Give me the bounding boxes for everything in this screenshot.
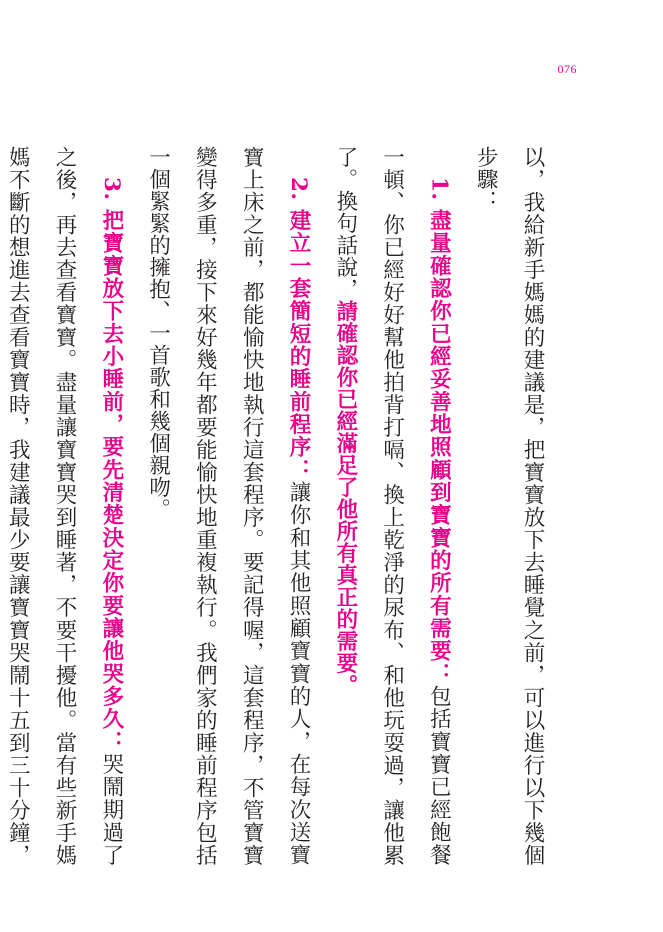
paragraph-intro: [461, 146, 555, 866]
text-run: 哭鬧期過了之後，再去查看寶寶。盡量讓寶寶哭到睡著，不要干擾他。當有些新手媽媽不斷的想進去查看寶寶時，我建議最少要讓寶寶哭鬧十五到三十分鐘，: [5, 146, 124, 867]
paragraph-step-2: [134, 146, 321, 866]
body-text: [0, 146, 555, 866]
step-3-heading: 3. 把寶寶放下去小睡前，要先清楚決定你要讓他哭多久：: [98, 177, 124, 754]
text-run: 包括寶寶已經飽餐一頓、你已經好好幫他拍背打嗝、換上乾淨的尿布、和他玩耍過，讓他累了。換句話說，: [332, 146, 452, 866]
paragraph-step-3: [0, 146, 134, 866]
page-number: 076: [557, 62, 577, 76]
paragraph-step-1: [321, 146, 461, 866]
step-2-heading: 2. 建立一套簡短的睡前程序：: [286, 177, 312, 482]
text-run: 讓你和其他照顧寶寶的人，在每次送寶寶上床之前，都能愉快地執行這套程序。要記得喔，這套程序，不管寶寶變得多重，接下來好幾年都要能愉快地重複執行。我們家的睡前程序包括一個緊緊的擁抱、一首歌和幾個親吻。: [145, 146, 312, 866]
step-1-heading: 1. 盡量確認你已經妥善地照顧到寶寶的所有需要：: [426, 177, 452, 686]
text-run: 以，我給新手媽媽的建議是，把寶寶放下去睡覺之前，可以進行以下幾個步驟：: [473, 146, 545, 866]
step-1-emphasis: 請確認你已經滿足了他所有真正的需要。: [332, 300, 358, 696]
